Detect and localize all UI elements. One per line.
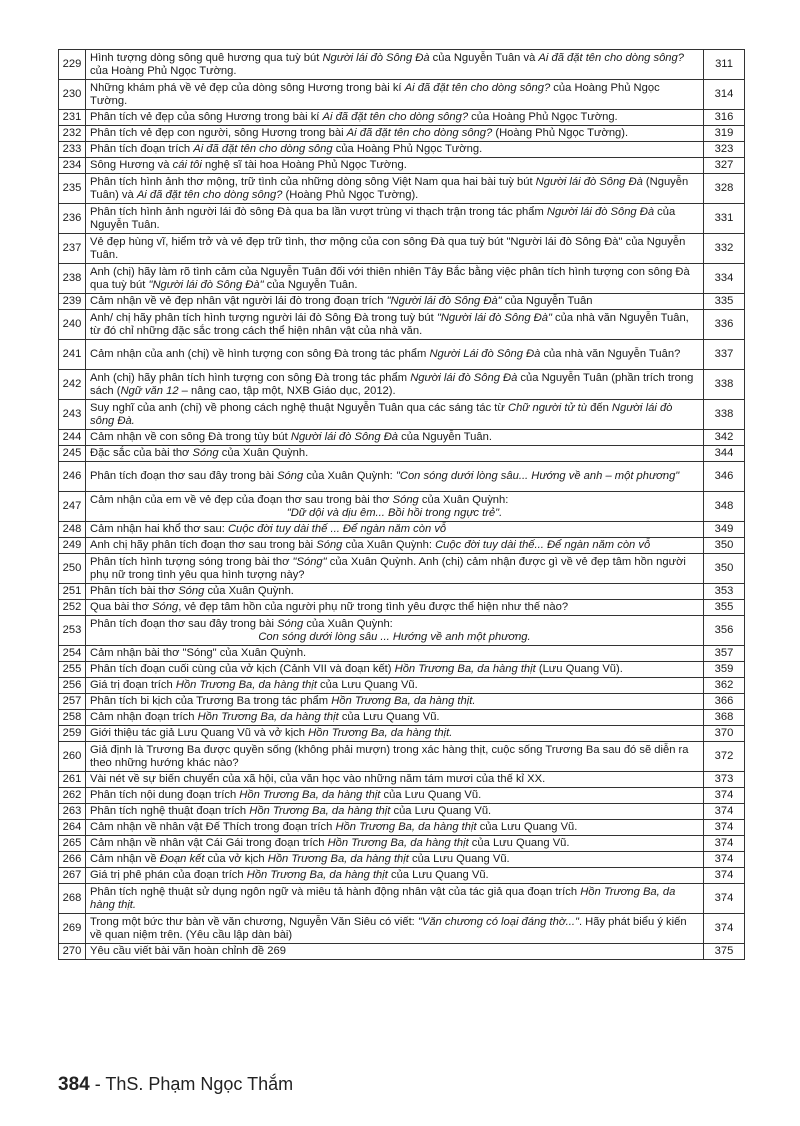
title-segment: Phân tích đoạn thơ sau đây trong bài [90, 470, 278, 482]
title-segment: Giả định là Trương Ba được quyền sống (không phải mượn) trong xác hàng thịt, cuộc sống Trương Ba sau đó sẽ diễn ra theo những hướng khác nào? [90, 743, 689, 769]
title-italic-segment: "Người lái đò Sông Đà" [386, 295, 502, 307]
title-segment: của Hoàng Phủ Ngọc Tường. [90, 81, 660, 107]
entry-page: 337 [704, 340, 745, 370]
title-italic-segment: Hồn Trương Ba, da hàng thịt [327, 837, 469, 849]
toc-row [59, 836, 745, 852]
toc-row [59, 158, 745, 174]
title-segment: của Nguyễn Tuân. [398, 431, 492, 443]
entry-title [86, 400, 704, 430]
title-segment: Hình tượng dòng sông quê hương qua tuỳ bút [90, 51, 323, 64]
title-italic-segment: Sóng [192, 447, 219, 459]
title-segment: của Lưu Quang Vũ. [316, 679, 418, 691]
title-segment: của Xuân Quỳnh. [218, 447, 309, 459]
toc-row [59, 600, 745, 616]
entry-number: 245 [59, 446, 86, 462]
entry-title [86, 50, 704, 80]
entry-page: 328 [704, 174, 745, 204]
entry-number: 236 [59, 204, 86, 234]
entry-title [86, 726, 704, 742]
entry-number: 268 [59, 884, 86, 914]
entry-number: 233 [59, 142, 86, 158]
title-segment: Phân tích bi kịch của Trương Ba trong tác phẩm [90, 695, 332, 707]
entry-title [86, 310, 704, 340]
footer-author: - ThS. Phạm Ngọc Thắm [89, 1074, 294, 1094]
entry-title [86, 158, 704, 174]
toc-row [59, 204, 745, 234]
title-segment: Phân tích đoạn trích [90, 143, 194, 155]
title-segment: của Xuân Quỳnh. [204, 585, 294, 597]
toc-row [59, 462, 745, 492]
title-segment: của Lưu Quang Vũ. [387, 869, 489, 881]
entry-title [86, 600, 704, 616]
toc-row [59, 264, 745, 294]
entry-number: 259 [59, 726, 86, 742]
entry-page: 332 [704, 234, 745, 264]
entry-page: 373 [704, 772, 745, 788]
title-segment: Cảm nhận của anh (chị) về hình tượng con sông Đà trong tác phẩm [90, 348, 430, 360]
entry-title [86, 710, 704, 726]
entry-title [86, 430, 704, 446]
title-segment: (Hoàng Phủ Ngọc Tường). [282, 188, 419, 201]
title-segment: Qua bài thơ [90, 601, 153, 613]
table-of-contents [58, 49, 745, 960]
entry-page: 314 [704, 80, 745, 110]
title-segment: của Nguyễn Tuân. [90, 205, 676, 231]
title-segment: Trong một bức thư bàn về văn chương, Nguyễn Văn Siêu có viết: [90, 915, 418, 928]
entry-number: 267 [59, 868, 86, 884]
entry-number: 269 [59, 914, 86, 944]
title-segment: của vở kịch [204, 853, 268, 865]
entry-title [86, 646, 704, 662]
title-segment: của Xuân Quỳnh: [342, 539, 436, 551]
entry-number: 252 [59, 600, 86, 616]
entry-number: 230 [59, 80, 86, 110]
entry-number: 261 [59, 772, 86, 788]
entry-page: 334 [704, 264, 745, 294]
title-segment: của Hoàng Phủ Ngọc Tường. [332, 143, 483, 155]
toc-row [59, 294, 745, 310]
entry-number: 260 [59, 742, 86, 772]
toc-row [59, 538, 745, 554]
entry-title [86, 446, 704, 462]
title-italic-segment: Hồn Trương Ba, da hàng thịt [175, 679, 317, 691]
entry-number: 257 [59, 694, 86, 710]
toc-row [59, 820, 745, 836]
entry-number: 254 [59, 646, 86, 662]
title-segment: Suy nghĩ của anh (chị) về phong cách nghệ thuật Nguyễn Tuân qua các sáng tác từ [90, 401, 508, 414]
title-italic-segment: Người Lái đò Sông Đà [429, 348, 541, 360]
title-segment: của Lưu Quang Vũ. [408, 853, 510, 865]
title-segment: Phân tích vẻ đẹp con người, sông Hương trong bài [90, 127, 347, 139]
entry-page: 344 [704, 446, 745, 462]
entry-title [86, 662, 704, 678]
entry-title [86, 294, 704, 310]
toc-row [59, 340, 745, 370]
title-segment: của Lưu Quang Vũ. [468, 837, 570, 849]
title-segment: của nhà văn Nguyễn Tuân? [540, 348, 681, 360]
entry-number: 270 [59, 944, 86, 960]
toc-row [59, 80, 745, 110]
title-italic-segment: Chữ người tử tù [507, 401, 588, 414]
entry-title [86, 80, 704, 110]
title-segment: , vẻ đẹp tâm hồn của người phụ nữ trong tình yêu được thể hiện như thế nào? [178, 601, 569, 613]
toc-row [59, 804, 745, 820]
toc-row [59, 142, 745, 158]
entry-title [86, 462, 704, 492]
title-italic-segment: Ai đã đặt tên cho dòng sông? [538, 51, 684, 64]
toc-row [59, 430, 745, 446]
entry-title [86, 742, 704, 772]
title-segment: Anh (chị) hãy phân tích hình tượng con sông Đà trong tác phẩm [90, 371, 411, 384]
entry-number: 232 [59, 126, 86, 142]
toc-row [59, 868, 745, 884]
entry-number: 253 [59, 616, 86, 646]
toc-row [59, 772, 745, 788]
title-segment: của Lưu Quang Vũ. [476, 821, 578, 833]
entry-title [86, 340, 704, 370]
entry-page: 348 [704, 492, 745, 522]
title-segment: của Xuân Quỳnh: [418, 493, 509, 506]
title-segment: . Hãy phát biểu ý kiến về quan niệm trên. (Yêu cầu lập dàn bài) [90, 915, 687, 941]
toc-row [59, 678, 745, 694]
entry-page: 353 [704, 584, 745, 600]
entry-title [86, 142, 704, 158]
entry-number: 240 [59, 310, 86, 340]
toc-row [59, 662, 745, 678]
title-segment: của Nguyễn Tuân [501, 295, 593, 307]
title-segment: Anh (chị) hãy làm rõ tình cảm của Nguyễn Tuân đối với thiên nhiên Tây Bắc bằng việc phân tích hình tượng con sông Đà qua tuỳ bút [90, 265, 690, 291]
entry-number: 248 [59, 522, 86, 538]
toc-row [59, 446, 745, 462]
title-italic-segment: "Dữ dội và dịu êm... Bồi hồi trong ngực trẻ". [286, 506, 503, 519]
toc-row [59, 522, 745, 538]
toc-row [59, 492, 745, 522]
title-italic-segment: Ai đã đặt tên cho dòng sông? [346, 127, 493, 139]
entry-title [86, 492, 704, 522]
entry-title [86, 852, 704, 868]
title-italic-segment: Hồn Trương Ba, da hàng thịt. [308, 727, 453, 739]
title-segment: Phân tích nghệ thuật sử dụng ngôn ngữ và miêu tả hành động nhân vật của tác giả qua đoạn trích [90, 885, 581, 898]
entry-title [86, 694, 704, 710]
title-segment: Phân tích nghệ thuật đoạn trích [90, 805, 250, 817]
toc-row [59, 50, 745, 80]
title-italic-segment: Sóng [277, 617, 304, 630]
entry-number: 239 [59, 294, 86, 310]
toc-row [59, 234, 745, 264]
title-italic-segment: Hồn Trương Ba, da hàng thịt [197, 711, 339, 723]
title-segment: – nâng cao, tập một, NXB Giáo dục, 2012). [178, 384, 396, 397]
toc-row [59, 852, 745, 868]
toc-body [59, 50, 745, 960]
entry-number: 234 [59, 158, 86, 174]
title-segment: của Lưu Quang Vũ. [380, 789, 482, 801]
entry-page: 370 [704, 726, 745, 742]
title-segment: Đặc sắc của bài thơ [90, 447, 193, 459]
entry-page: 374 [704, 852, 745, 868]
entry-page: 316 [704, 110, 745, 126]
title-italic-segment: Người lái đò sông Đà. [90, 401, 673, 427]
title-segment: Giá trị phê phán của đoạn trích [90, 869, 247, 881]
title-segment: nghệ sĩ tài hoa Hoàng Phủ Ngọc Tường. [201, 159, 407, 171]
entry-number: 249 [59, 538, 86, 554]
title-segment: Phân tích hình ảnh người lái đò sông Đà qua ba lần vượt trùng vi thạch trận trong tác phẩm [90, 205, 547, 218]
title-segment: Giá trị đoạn trích [90, 679, 176, 691]
title-segment: (Nguyễn Tuân) và [90, 175, 689, 201]
title-italic-segment: cái tôi [172, 159, 202, 171]
title-segment: của Hoàng Phủ Ngọc Tường. [90, 64, 237, 77]
title-italic-segment: Ai đã đặt tên cho dòng sông? [404, 81, 551, 94]
entry-number: 229 [59, 50, 86, 80]
entry-title [86, 554, 704, 584]
title-italic-segment: Ai đã đặt tên cho dòng sông? [136, 188, 283, 201]
title-segment: của Nguyễn Tuân. [263, 278, 358, 291]
entry-title [86, 820, 704, 836]
entry-number: 263 [59, 804, 86, 820]
title-segment: Phân tích đoạn cuối cùng của vở kịch (Cảnh VII và đoạn kết) [90, 663, 395, 675]
title-segment: của nhà văn Nguyễn Tuân, từ đó chỉ những đặc sắc trong cách thể hiện nhân vật của nhà văn. [90, 311, 689, 337]
title-italic-segment: Hồn Trương Ba, da hàng thịt [335, 821, 477, 833]
toc-row [59, 554, 745, 584]
title-segment: Yêu cầu viết bài văn hoàn chỉnh đề 269 [90, 945, 286, 957]
entry-page: 366 [704, 694, 745, 710]
title-segment: Phân tích bài thơ [90, 585, 179, 597]
entry-page: 375 [704, 944, 745, 960]
title-italic-segment: "Người lái đò Sông Đà" [148, 278, 264, 291]
entry-page: 368 [704, 710, 745, 726]
title-segment: Phân tích hình tượng sóng trong bài thơ [90, 555, 293, 568]
entry-number: 243 [59, 400, 86, 430]
entry-number: 235 [59, 174, 86, 204]
entry-title [86, 204, 704, 234]
toc-row [59, 694, 745, 710]
entry-page: 350 [704, 538, 745, 554]
title-italic-segment: Hồn Trương Ba, da hàng thịt [239, 789, 381, 801]
toc-row [59, 616, 745, 646]
title-italic-segment: Người lái đò Sông Đà [410, 371, 518, 384]
entry-page: 346 [704, 462, 745, 492]
entry-page: 372 [704, 742, 745, 772]
entry-page: 374 [704, 820, 745, 836]
entry-title [86, 616, 704, 646]
title-segment: của Lưu Quang Vũ. [390, 805, 492, 817]
toc-row [59, 710, 745, 726]
entry-number: 246 [59, 462, 86, 492]
entry-title [86, 174, 704, 204]
page-footer [58, 1074, 293, 1096]
entry-page: 336 [704, 310, 745, 340]
entry-page: 374 [704, 804, 745, 820]
title-italic-segment: "Sóng" [292, 555, 327, 568]
title-italic-segment: "Con sóng dưới lòng sâu... Hướng về anh – một phương" [395, 470, 680, 482]
title-italic-segment: Hồn Trương Ba, da hàng thịt [394, 663, 536, 675]
title-segment: của Xuân Quỳnh: [303, 617, 393, 630]
title-segment: của Xuân Quỳnh: [303, 470, 396, 482]
title-segment: (Hoàng Phủ Ngọc Tường). [492, 127, 629, 139]
title-italic-segment: Ai đã đặt tên cho dòng sông? [322, 111, 469, 123]
entry-number: 265 [59, 836, 86, 852]
entry-title [86, 538, 704, 554]
toc-row [59, 944, 745, 960]
title-italic-segment: "Văn chương có loại đáng thờ..." [417, 915, 579, 928]
title-segment: Cảm nhận bài thơ "Sóng" của Xuân Quỳnh. [90, 647, 307, 659]
toc-row [59, 110, 745, 126]
title-segment: Cảm nhận về [90, 853, 160, 865]
entry-page: 359 [704, 662, 745, 678]
entry-page: 338 [704, 400, 745, 430]
entry-title [86, 944, 704, 960]
entry-title [86, 584, 704, 600]
entry-number: 258 [59, 710, 86, 726]
title-segment: Anh/ chị hãy phân tích hình tượng người lái đò Sông Đà trong tuỳ bút [90, 311, 437, 324]
entry-page: 349 [704, 522, 745, 538]
entry-page: 374 [704, 868, 745, 884]
title-italic-segment: Hồn Trương Ba, da hàng thịt. [331, 695, 476, 707]
toc-row [59, 310, 745, 340]
entry-page: 350 [704, 554, 745, 584]
toc-row [59, 126, 745, 142]
entry-page: 357 [704, 646, 745, 662]
title-segment: của Nguyễn Tuân và [429, 51, 539, 64]
title-segment: của Hoàng Phủ Ngọc Tường. [468, 111, 618, 123]
title-segment: Cảm nhận về vẻ đẹp nhân vật người lái đò trong đoạn trích [90, 295, 387, 307]
title-segment: Vẻ đẹp hùng vĩ, hiểm trở và vẻ đẹp trữ tình, thơ mộng của con sông Đà qua tuỳ bút "Người lái đò Sông Đà" của Nguyễn Tuân. [90, 235, 686, 261]
entry-page: 323 [704, 142, 745, 158]
entry-number: 237 [59, 234, 86, 264]
title-italic-segment: Sóng [277, 470, 304, 482]
entry-title [86, 788, 704, 804]
title-italic-segment: Hồn Trương Ba, da hàng thịt [267, 853, 409, 865]
title-italic-segment: Sóng [152, 601, 179, 613]
entry-number: 255 [59, 662, 86, 678]
entry-number: 256 [59, 678, 86, 694]
entry-title [86, 370, 704, 400]
title-italic-segment: Người lái đò Sông Đà [546, 205, 655, 218]
entry-number: 264 [59, 820, 86, 836]
title-segment: của Nguyễn Tuân (phần trích trong sách ( [90, 371, 694, 397]
entry-number: 247 [59, 492, 86, 522]
entry-page: 374 [704, 914, 745, 944]
entry-page: 327 [704, 158, 745, 174]
title-segment: Sông Hương và [90, 159, 173, 171]
entry-title [86, 804, 704, 820]
entry-number: 238 [59, 264, 86, 294]
title-segment: Những khám phá về vẻ đẹp của dòng sông Hương trong bài kí [90, 81, 405, 94]
toc-row [59, 584, 745, 600]
title-segment: Phân tích nội dung đoạn trích [90, 789, 240, 801]
entry-title [86, 678, 704, 694]
title-segment: Cảm nhận về con sông Đà trong tùy bút [90, 431, 291, 443]
entry-title [86, 522, 704, 538]
page-number: 384 [58, 1074, 90, 1095]
toc-row [59, 174, 745, 204]
entry-number: 251 [59, 584, 86, 600]
entry-title [86, 772, 704, 788]
title-segment: Cảm nhận hai khổ thơ sau: [90, 523, 228, 535]
toc-row [59, 914, 745, 944]
title-segment: Anh chị hãy phân tích đoạn thơ sau trong bài [90, 539, 317, 551]
title-segment: Phân tích hình ảnh thơ mộng, trữ tình của những dòng sông Việt Nam qua hai bài tuỳ bút [90, 175, 536, 188]
title-italic-segment: Người lái đò Sông Đà [322, 51, 430, 64]
title-segment: Cảm nhận về nhân vật Cái Gái trong đoạn trích [90, 837, 328, 849]
entry-page: 319 [704, 126, 745, 142]
entry-title [86, 836, 704, 852]
entry-title [86, 868, 704, 884]
entry-page: 374 [704, 788, 745, 804]
title-segment: (Lưu Quang Vũ). [535, 663, 623, 675]
title-italic-segment: Đoạn kết [159, 853, 205, 865]
entry-page: 335 [704, 294, 745, 310]
title-italic-segment: Con sóng dưới lòng sâu ... Hướng về anh một phương. [258, 630, 531, 643]
title-italic-segment: Hồn Trương Ba, da hàng thịt. [90, 885, 676, 911]
title-italic-segment: Người lái đò Sông Đà [535, 175, 643, 188]
entry-number: 262 [59, 788, 86, 804]
toc-row [59, 788, 745, 804]
toc-row [59, 884, 745, 914]
entry-page: 342 [704, 430, 745, 446]
entry-title [86, 264, 704, 294]
entry-number: 250 [59, 554, 86, 584]
title-italic-segment: Ai đã đặt tên cho dòng sông [193, 143, 333, 155]
title-italic-segment: "Người lái đò Sông Đà" [436, 311, 552, 324]
title-italic-segment: Sóng [392, 493, 419, 506]
title-italic-segment: Hồn Trương Ba, da hàng thịt [249, 805, 391, 817]
title-italic-segment: Cuộc đời tuy dài thế ... Để ngàn năm còn vỗ [227, 523, 447, 535]
title-segment: Cảm nhận về nhân vật Đế Thích trong đoạn trích [90, 821, 336, 833]
toc-row [59, 400, 745, 430]
entry-page: 331 [704, 204, 745, 234]
title-segment: Giới thiệu tác giả Lưu Quang Vũ và vở kịch [90, 727, 309, 739]
entry-title [86, 914, 704, 944]
title-italic-segment: Sóng [178, 585, 205, 597]
toc-row [59, 646, 745, 662]
entry-page: 356 [704, 616, 745, 646]
title-segment: Phân tích vẻ đẹp của sông Hương trong bài kí [90, 111, 323, 123]
entry-page: 374 [704, 836, 745, 852]
title-segment: của Xuân Quỳnh. Anh (chị) cảm nhận được gì về vẻ đẹp tâm hồn người phụ nữ trong tình yêu qua hình tượng này? [90, 555, 686, 581]
entry-page: 338 [704, 370, 745, 400]
toc-row [59, 726, 745, 742]
entry-title [86, 884, 704, 914]
title-segment: Vài nét về sự biến chuyển của xã hội, của văn học vào những năm tám mươi của thế kỉ XX. [90, 773, 546, 785]
title-italic-segment: Ngữ văn 12 [120, 384, 179, 397]
title-segment: đến [587, 401, 612, 414]
title-segment: của Lưu Quang Vũ. [338, 711, 440, 723]
entry-title [86, 126, 704, 142]
entry-number: 231 [59, 110, 86, 126]
entry-page: 374 [704, 884, 745, 914]
entry-page: 362 [704, 678, 745, 694]
entry-page: 355 [704, 600, 745, 616]
title-italic-segment: Sóng [316, 539, 343, 551]
title-segment: Cảm nhận của em về vẻ đẹp của đoạn thơ sau trong bài thơ [90, 493, 393, 506]
title-italic-segment: Cuộc đời tuy dài thế... Để ngàn năm còn vỗ [435, 539, 651, 551]
title-italic-segment: Người lái đò Sông Đà [290, 431, 399, 443]
toc-row [59, 370, 745, 400]
entry-number: 242 [59, 370, 86, 400]
entry-title [86, 234, 704, 264]
toc-row [59, 742, 745, 772]
title-segment: Phân tích đoạn thơ sau đây trong bài [90, 617, 278, 630]
entry-title [86, 110, 704, 126]
title-italic-segment: Hồn Trương Ba, da hàng thịt [246, 869, 388, 881]
entry-page: 311 [704, 50, 745, 80]
title-segment: Cảm nhận đoạn trích [90, 711, 198, 723]
entry-number: 244 [59, 430, 86, 446]
entry-number: 266 [59, 852, 86, 868]
entry-number: 241 [59, 340, 86, 370]
